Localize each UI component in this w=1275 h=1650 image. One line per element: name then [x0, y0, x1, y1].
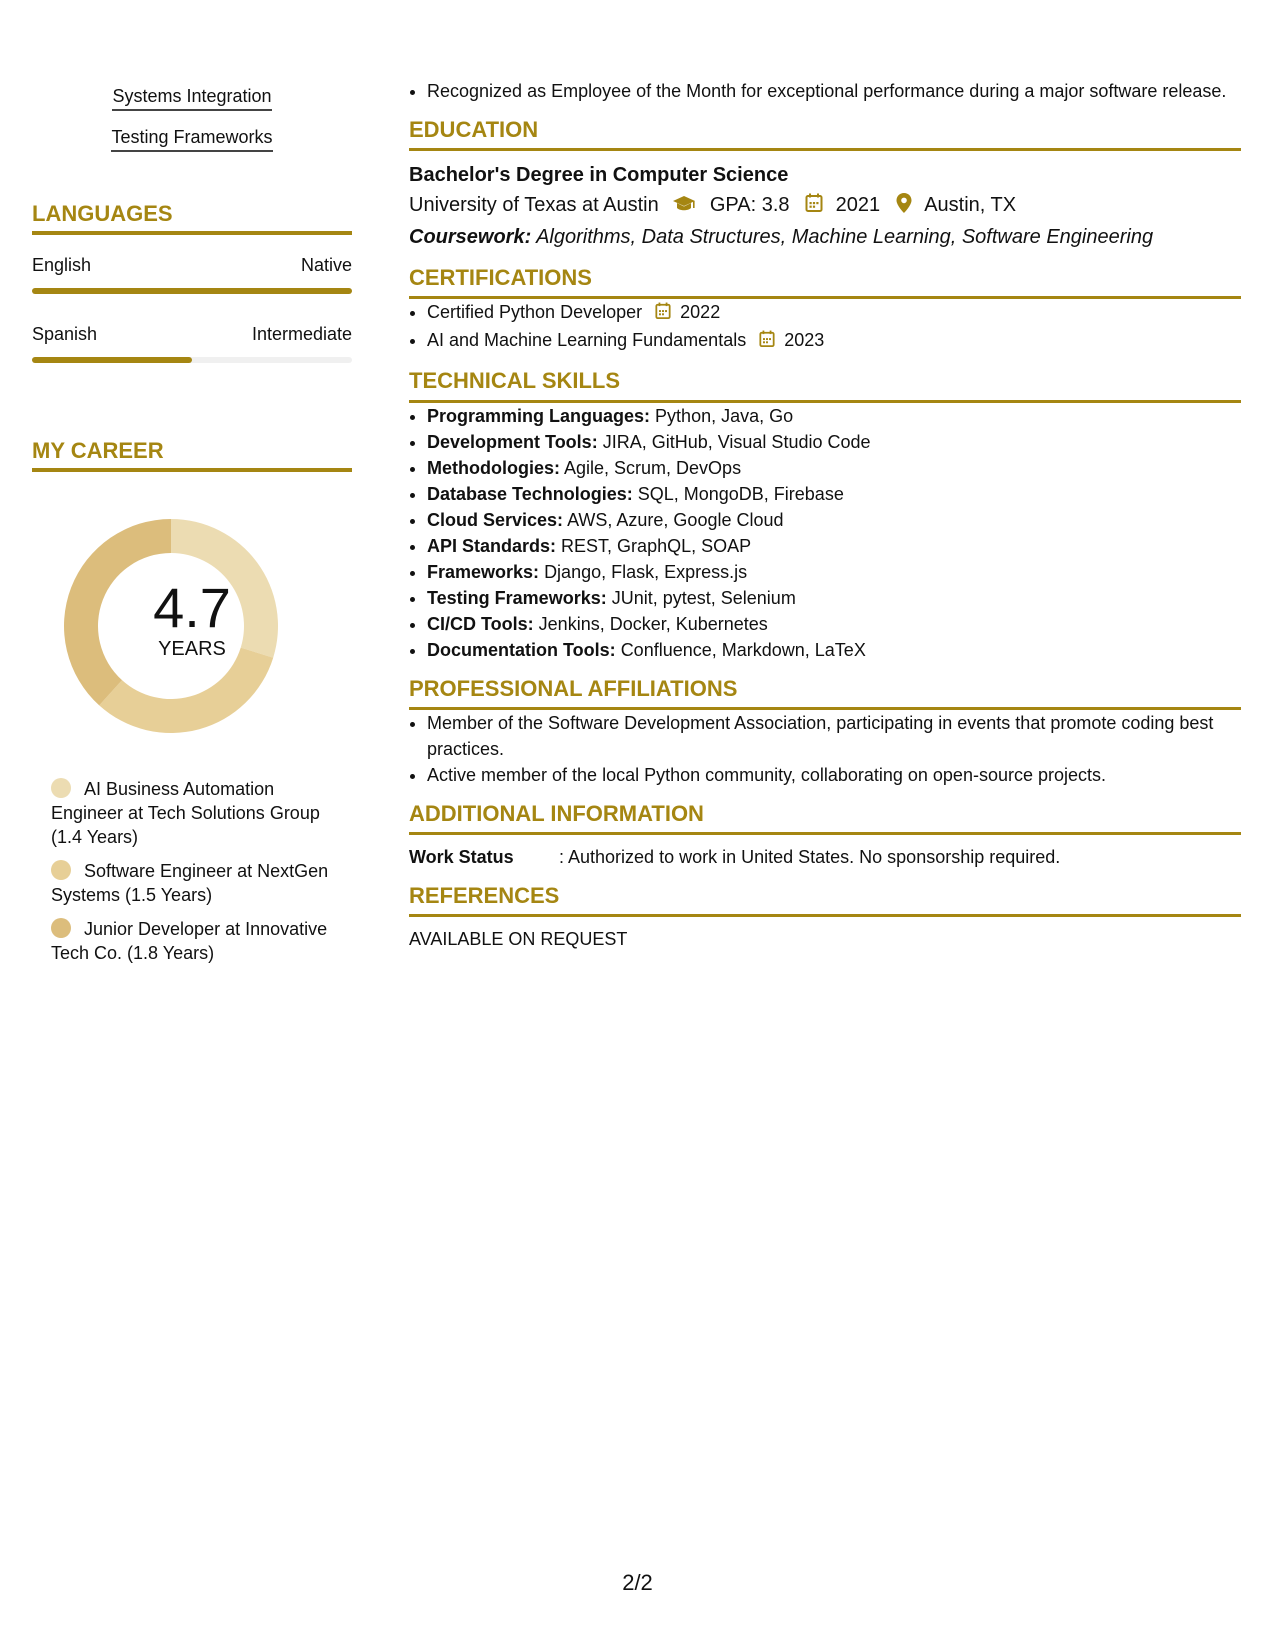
career-role-label: AI Business Automation Engineer at Tech Solutions Group (1.4 Years)	[51, 779, 320, 848]
degree-title: Bachelor's Degree in Computer Science	[409, 164, 789, 187]
coursework	[409, 222, 1241, 252]
section-divider	[32, 231, 352, 235]
career-donut-chart	[32, 506, 352, 746]
affiliations-list	[409, 710, 1241, 788]
career-section	[32, 439, 352, 965]
graduation-year: 2021	[835, 194, 881, 217]
work-status-label: Work Status	[409, 846, 514, 867]
certification-year: 2023	[784, 330, 825, 351]
calendar-icon	[805, 192, 823, 222]
technical-skills-list	[409, 403, 1241, 663]
skill-value: Django, Flask, Express.js	[544, 561, 748, 582]
language-proficiency-fill	[32, 357, 192, 363]
certifications-title: CERTIFICATIONS	[409, 265, 592, 291]
certifications-list	[409, 299, 1241, 355]
career-legend-item	[51, 777, 331, 849]
skills-list	[32, 86, 352, 152]
skill-label: Programming Languages:	[427, 405, 651, 426]
references-title: REFERENCES	[409, 882, 560, 908]
language-item	[32, 255, 352, 294]
skill-item	[427, 637, 1241, 663]
career-title: MY CAREER	[32, 438, 164, 464]
experience-continued-list	[409, 78, 1241, 104]
language-level: Native	[300, 255, 352, 276]
technical-skills-title: TECHNICAL SKILLS	[409, 368, 621, 394]
section-divider	[409, 832, 1241, 835]
career-legend-item	[51, 917, 331, 965]
skill-value: JIRA, GitHub, Visual Studio Code	[602, 431, 871, 452]
career-role-label: Software Engineer at NextGen Systems (1.5 Years)	[51, 861, 329, 906]
skill-value: SQL, MongoDB, Firebase	[637, 483, 844, 504]
additional-info-section	[409, 802, 1241, 870]
skill-item	[427, 611, 1241, 637]
skill-item	[427, 481, 1241, 507]
skill-item	[427, 507, 1241, 533]
language-name: Spanish	[32, 324, 98, 345]
skill-label: Development Tools:	[427, 431, 598, 452]
skill-tag: Systems Integration	[112, 86, 271, 111]
skill-label: Database Technologies:	[427, 483, 633, 504]
skill-value: AWS, Azure, Google Cloud	[567, 509, 784, 530]
language-level: Intermediate	[251, 324, 352, 345]
legend-dot-icon	[51, 778, 71, 798]
section-divider	[409, 914, 1241, 917]
affiliations-section	[409, 677, 1241, 788]
skill-label: Frameworks:	[427, 561, 540, 582]
left-column	[32, 76, 352, 975]
skill-tag: Testing Frameworks	[111, 127, 272, 152]
language-name: English	[32, 255, 92, 276]
education-title: EDUCATION	[409, 117, 539, 142]
certification-year: 2022	[680, 302, 721, 323]
career-legend-item	[51, 859, 331, 907]
references-section	[409, 884, 1241, 952]
skill-item	[427, 533, 1241, 559]
certification-name: AI and Machine Learning Fundamentals	[427, 330, 747, 351]
right-column	[409, 78, 1241, 952]
career-role-label: Junior Developer at Innovative Tech Co. (1.8 Years)	[51, 919, 328, 964]
language-proficiency-fill	[32, 288, 352, 294]
languages-title: LANGUAGES	[32, 201, 173, 226]
career-total	[32, 576, 352, 661]
affiliation-item: • Active member of the local Python community, collaborating on open-source projects.	[427, 762, 1241, 788]
skill-label: Methodologies:	[427, 457, 560, 478]
skill-item	[427, 559, 1241, 585]
coursework-list: Algorithms, Data Structures, Machine Learning, Software Engineering	[536, 226, 1154, 249]
coursework-label: Coursework:	[409, 226, 532, 249]
affiliations-title: PROFESSIONAL AFFILIATIONS	[409, 675, 738, 701]
career-total-unit: YEARS	[158, 638, 226, 661]
skill-item	[427, 403, 1241, 429]
skill-value: REST, GraphQL, SOAP	[561, 535, 752, 556]
references-text: AVAILABLE ON REQUEST	[409, 929, 628, 950]
additional-info-title: ADDITIONAL INFORMATION	[409, 800, 704, 826]
skill-item	[427, 429, 1241, 455]
affiliation-item: • Member of the Software Development Association, participating in events that promote coding best practices.	[427, 710, 1241, 762]
skill-label: Documentation Tools:	[427, 639, 616, 660]
skill-item	[427, 455, 1241, 481]
work-status-row	[409, 844, 1241, 870]
education-section	[409, 118, 1241, 252]
certification-item	[427, 327, 1241, 355]
experience-bullet: • Recognized as Employee of the Month for exceptional performance during a major software release.	[427, 78, 1241, 104]
languages-section	[32, 202, 352, 363]
calendar-icon	[759, 329, 775, 355]
career-total-value: 4.7	[153, 576, 231, 640]
skill-value: JUnit, pytest, Selenium	[611, 587, 796, 608]
certification-item	[427, 299, 1241, 327]
language-item	[32, 324, 352, 363]
school-location: Austin, TX	[924, 194, 1017, 217]
skill-value: Agile, Scrum, DevOps	[564, 457, 742, 478]
legend-dot-icon	[51, 918, 71, 938]
legend-dot-icon	[51, 860, 71, 880]
certifications-section	[409, 266, 1241, 355]
section-divider	[32, 468, 352, 472]
language-proficiency-bar	[32, 357, 352, 363]
education-details	[409, 190, 1241, 222]
page-number: 2/2	[622, 1570, 653, 1595]
skill-label: Testing Frameworks:	[427, 587, 607, 608]
skill-value: Confluence, Markdown, LaTeX	[620, 639, 866, 660]
skill-value: Python, Java, Go	[655, 405, 794, 426]
technical-skills-section	[409, 369, 1241, 662]
career-legend	[32, 777, 331, 965]
section-divider	[409, 148, 1241, 151]
skill-value: Jenkins, Docker, Kubernetes	[538, 613, 768, 634]
skill-label: CI/CD Tools:	[427, 613, 534, 634]
graduation-cap-icon	[672, 192, 696, 222]
skill-label: Cloud Services:	[427, 509, 564, 530]
work-status-value: : Authorized to work in United States. No sponsorship required.	[559, 846, 1061, 867]
skill-label: API Standards:	[427, 535, 557, 556]
language-proficiency-bar	[32, 288, 352, 294]
calendar-icon	[655, 301, 671, 327]
location-pin-icon	[896, 192, 912, 222]
certification-name: Certified Python Developer	[427, 302, 643, 323]
gpa: GPA: 3.8	[709, 194, 790, 217]
school-name: University of Texas at Austin	[409, 194, 659, 217]
skill-item	[427, 585, 1241, 611]
